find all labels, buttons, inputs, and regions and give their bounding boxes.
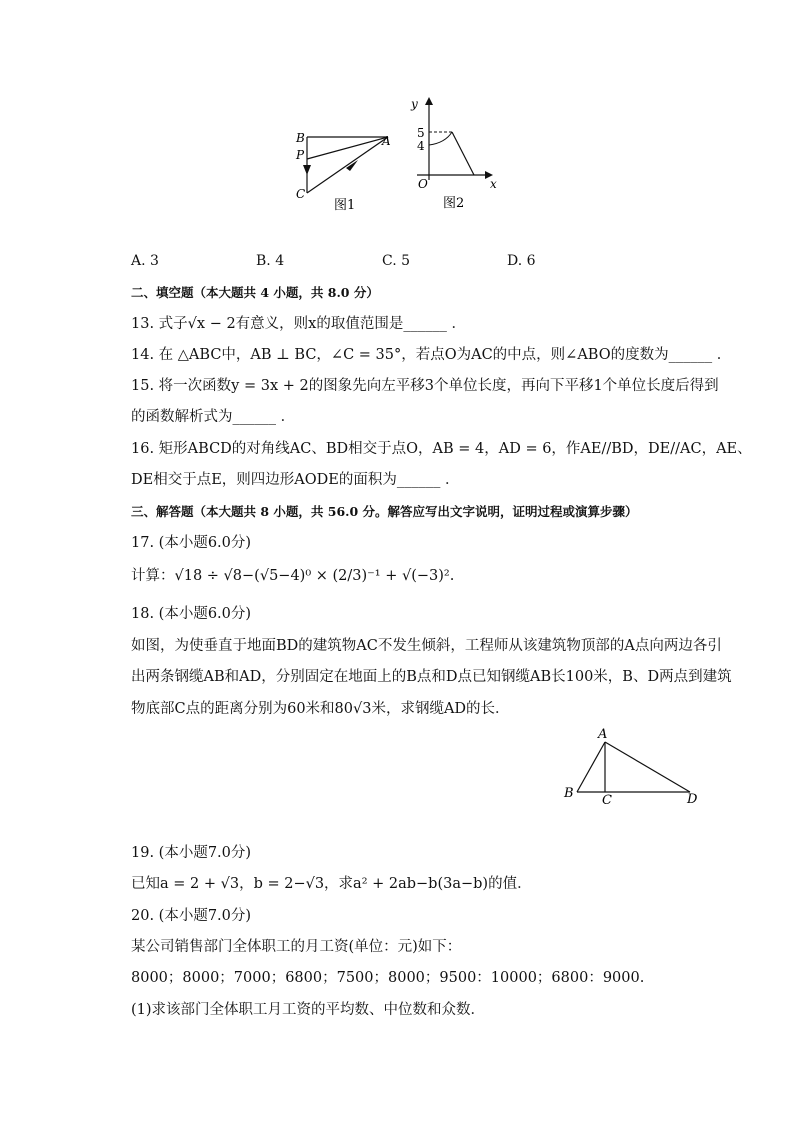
question-18-line-3: 物底部C点的距离分别为60米和80√3米，求钢缆AD的长．	[131, 701, 510, 717]
question-18-line-1: 如图，为使垂直于地面BD的建筑物AC不发生倾斜，工程师从该建筑物顶部的A点向两边各引	[131, 638, 722, 654]
option-a[interactable]: A. 3	[131, 253, 159, 269]
question-17-header: 17. (本小题6.0分)	[131, 535, 252, 551]
question-20-line-3: (1)求该部门全体职工月工资的平均数、中位数和众数．	[131, 1002, 486, 1018]
fig3-label-c: C	[602, 793, 612, 808]
question-19-body: 已知a = 2 + √3，b = 2−√3，求a² + 2ab−b(3a−b)的值．	[131, 876, 532, 892]
fig2-tick-4: 4	[417, 139, 425, 153]
figure-1	[290, 125, 400, 220]
fig2-caption: 图2	[443, 196, 465, 211]
question-20-line-1: 某公司销售部门全体职工的月工资(单位：元)如下：	[131, 939, 462, 955]
fig2-label-y: y	[411, 97, 418, 111]
question-20-line-2: 8000；8000；7000；6800；7500；8000；9500：10000；6800：9000.	[131, 970, 645, 986]
fig1-label-a: A	[382, 134, 391, 148]
fig1-label-b: B	[296, 131, 305, 145]
fig3-label-d: D	[687, 792, 698, 807]
fig3-label-a: A	[598, 727, 608, 742]
fig2-label-o: O	[418, 177, 428, 191]
arrow-down-icon	[303, 165, 311, 175]
fig2-label-x: x	[490, 177, 497, 191]
option-c[interactable]: C. 5	[382, 253, 411, 269]
section-3-heading: 三、解答题（本大题共 8 小题，共 56.0 分。解答应写出文字说明，证明过程或演算步骤）	[131, 504, 638, 519]
question-16-line-1: 16. 矩形ABCD的对角线AC、BD相交于点O，AB = 4，AD = 6，作AE//BD，DE//AC，AE、	[131, 441, 752, 457]
question-16-line-2: DE相交于点E，则四边形AODE的面积为______ ．	[131, 472, 460, 488]
question-14: 14. 在 △ABC中，AB ⊥ BC，∠C = 35°，若点O为AC的中点，则∠ABO的度数为______ ．	[131, 347, 732, 363]
figure-2	[405, 95, 510, 215]
question-18-line-2: 出两条钢缆AB和AD，分别固定在地面上的B点和D点已知钢缆AB长100米，B、D两点到建筑	[131, 669, 732, 685]
figure-3	[560, 722, 705, 812]
question-15-line-2: 的函数解析式为______ ．	[131, 409, 296, 425]
question-17-body: 计算：√18 ÷ √8−(√5−4)⁰ × (2/3)⁻¹ + √(−3)².	[131, 568, 455, 584]
option-d[interactable]: D. 6	[507, 253, 536, 269]
fig2-tick-5: 5	[417, 126, 425, 140]
question-15-line-1: 15. 将一次函数y = 3x + 2的图象先向左平移3个单位长度，再向下平移1个单位长度后得到	[131, 378, 719, 394]
fig1-caption: 图1	[334, 198, 356, 213]
fig1-label-p: P	[296, 148, 305, 162]
question-19-header: 19. (本小题7.0分)	[131, 845, 252, 861]
question-18-header: 18. (本小题6.0分)	[131, 606, 252, 622]
y-axis-arrow-icon	[425, 97, 433, 105]
question-20-header: 20. (本小题7.0分)	[131, 908, 252, 924]
question-13: 13. 式子√x − 2有意义，则x的取值范围是______ ．	[131, 316, 466, 332]
section-2-heading: 二、填空题（本大题共 4 小题，共 8.0 分）	[131, 285, 379, 300]
option-b[interactable]: B. 4	[256, 253, 285, 269]
fig1-label-c: C	[296, 187, 306, 201]
fig3-label-b: B	[564, 786, 574, 801]
